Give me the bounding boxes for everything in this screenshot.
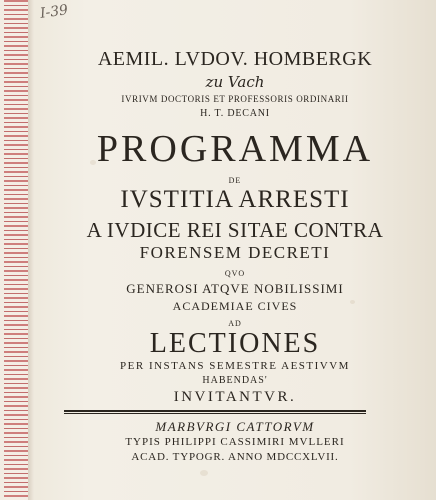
invitantur-line: INVITANTVR. xyxy=(173,389,297,405)
author-name: AEMIL. LVDOV. HOMBERGK xyxy=(97,48,373,70)
quo-line: QVO xyxy=(224,269,246,278)
ad-line: AD xyxy=(228,319,242,328)
imprint-year: ACAD. TYPOGR. ANNO MDCCXLVII. xyxy=(131,451,339,463)
subject-line-3: FORENSEM DECRETI xyxy=(139,243,331,262)
imprint-place: MARBVRGI CATTORVM xyxy=(155,419,315,434)
semester-line: PER INSTANS SEMESTRE AESTIVVM xyxy=(120,360,350,372)
document-type-heading: PROGRAMMA xyxy=(96,128,374,170)
imprint-block xyxy=(34,0,436,500)
addressee-line-1: GENEROSI ATQVE NOBILISSIMI xyxy=(126,281,344,296)
imprint-printer: TYPIS PHILIPPI CASSIMIRI MVLLERI xyxy=(125,436,345,448)
author-place: zu Vach xyxy=(205,73,265,91)
addressee-line-2: ACADEMIAE CIVES xyxy=(172,299,298,313)
author-title: IVRIVM DOCTORIS ET PROFESSORIS ORDINARII xyxy=(121,94,349,104)
binding-thread-pattern xyxy=(4,0,28,500)
subject-line-2: A IVDICE REI SITAE CONTRA xyxy=(86,218,384,242)
handwritten-shelfmark: I-39 xyxy=(39,2,70,22)
subject-line-1: IVSTITIA ARRESTI xyxy=(120,186,350,213)
habendas-line: HABENDAS' xyxy=(202,375,268,386)
de-line: DE xyxy=(228,176,242,185)
decani-line: H. T. DECANI xyxy=(200,108,270,119)
lectiones-heading: LECTIONES xyxy=(149,328,321,359)
